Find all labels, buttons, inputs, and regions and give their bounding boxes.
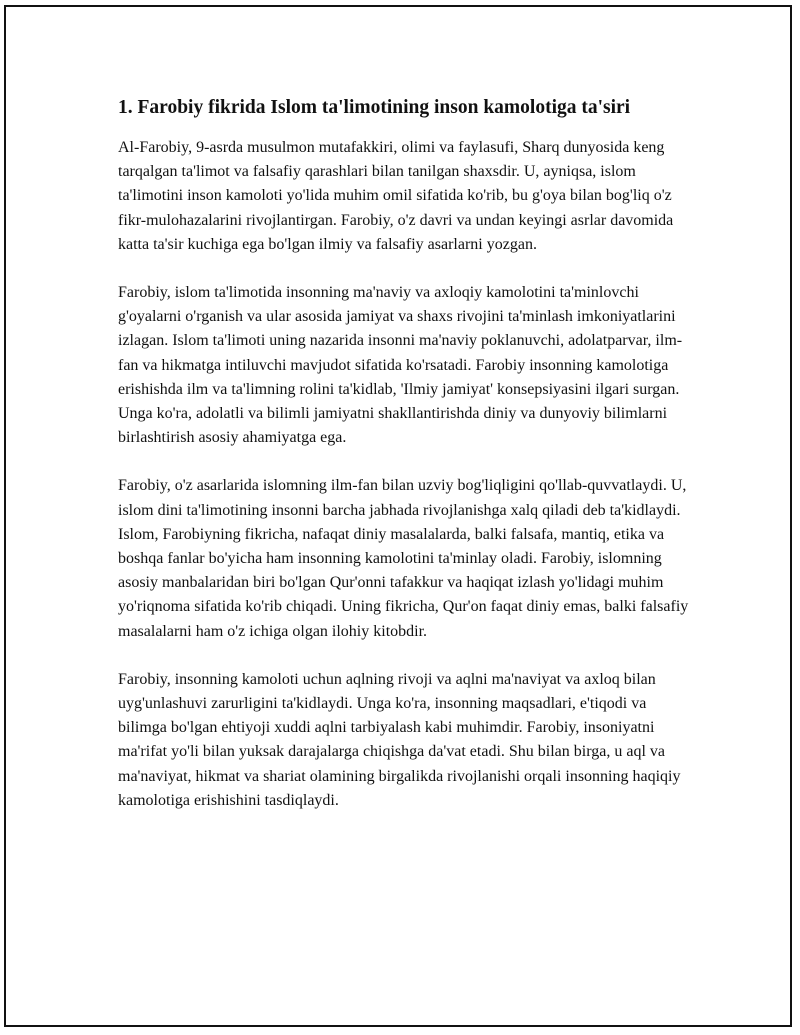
paragraph-3: Farobiy, o'z asarlarida islomning ilm-fan bilan uzviy bog'liqligini qo'llab-quvvatlaydi. U, islom dini ta'limotining insonni barcha jabhada rivojlanishga xalq qiladi deb ta'kidlaydi. Islom, Farobiyning fikricha, nafaqat diniy masalalarda, balki falsafa, mantiq, etika va boshqa fanlar bo'yicha ham insonning kamolotini ta'minlay oladi. Farobiy, islomning asosiy manbalaridan biri bo'lgan Qur'onni tafakkur va haqiqat izlash yo'lidagi muhim yo'riqnoma sifatida ko'rib chiqadi. Uning fikricha, Qur'on faqat diniy emas, balki falsafiy masalalarni ham o'z ichiga olgan ilohiy kitobdir. bbox=[118, 477, 689, 640]
section-heading: 1. Farobiy fikrida Islom ta'limotining inson kamolotiga ta'siri bbox=[118, 97, 631, 118]
document-body bbox=[118, 96, 690, 837]
paragraph-1: Al-Farobiy, 9-asrda musulmon mutafakkiri, olimi va faylasufi, Sharq dunyosida keng tarqalgan ta'limot va falsafiy qarashlari bilan tanilgan shaxsdir. U, ayniqsa, islom ta'limotini inson kamoloti yo'lida muhim omil sifatida ko'rib, bu g'oya bilan bog'liq o'z fikr-mulohazalarini rivojlantirgan. Farobiy, o'z davri va undan keyingi asrlar davomida katta ta'sir kuchiga ega bo'lgan ilmiy va falsafiy asarlarni yozgan. bbox=[118, 139, 674, 253]
paragraph-2: Farobiy, islom ta'limotida insonning ma'naviy va axloqiy kamolotini ta'minlovchi g'oyalarni o'rganish va ular asosida jamiyat va shaxs rivojini ta'minlash imkoniyatlarini izlagan. Islom ta'limoti uning nazarida insonni ma'naviy poklanuvchi, adolatparvar, ilm-fan va hikmatga intiluvchi mavjudot sifatida ko'rsatadi. Farobiy insonning kamolotiga erishishda ilm va ta'limning rolini ta'kidlab, 'Ilmiy jamiyat' konsepsiyasini ilgari surgan. Unga ko'ra, adolatli va bilimli jamiyatni shakllantirishda diniy va dunyoviy bilimlarni birlashtirish asosiy ahamiyatga ega. bbox=[118, 284, 683, 447]
paragraph-4: Farobiy, insonning kamoloti uchun aqlning rivoji va aqlni ma'naviyat va axloq bilan uyg'unlashuvi zarurligini ta'kidlaydi. Unga ko'ra, insonning maqsadlari, e'tiqodi va bilimga bo'lgan ehtiyoji xuddi aqlni tarbiyalash kabi muhimdir. Farobiy, insoniyatni ma'rifat yo'li bilan yuksak darajalarga chiqishga da'vat etadi. Shu bilan birga, u aql va ma'naviyat, hikmat va shariat olamining birgalikda rivojlanishi orqali insonning haqiqiy kamolotiga erishishini tasdiqlaydi. bbox=[118, 670, 681, 809]
